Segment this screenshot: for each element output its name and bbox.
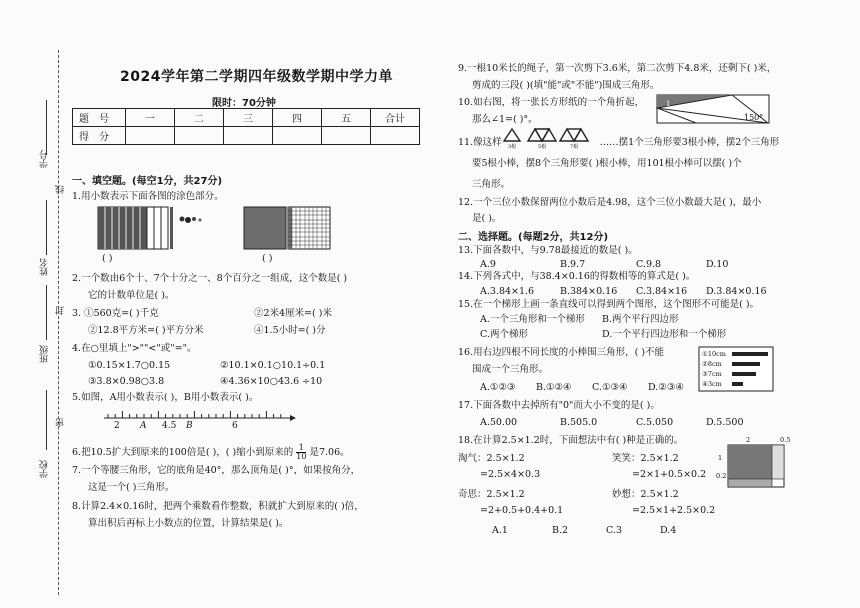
margin-label-xingming: 姓名: [40, 258, 50, 276]
question-4b: ②10.1×0.1○10.1÷0.1: [220, 360, 326, 371]
q13-option-c[interactable]: C.9.8: [636, 259, 662, 270]
fraction-denominator: 10: [296, 452, 307, 461]
q18-option-c[interactable]: C.3: [606, 525, 622, 536]
margin-mark-mi: 密: [56, 418, 66, 427]
q15-option-c[interactable]: C.两个梯形: [480, 329, 528, 340]
stick-label-4: ④3cm: [702, 380, 722, 388]
q18-xiaoxiao-line1: 笑笑：2.5×1.2: [612, 453, 679, 464]
q1-answer-blank-1[interactable]: ( ): [102, 253, 113, 264]
q14-option-b[interactable]: B.384×0.16: [560, 286, 618, 297]
q14-option-c[interactable]: C.3.84×16: [636, 286, 688, 297]
question-3c: ②12.8平方米=( )平方分米: [88, 325, 204, 336]
time-limit: 限时：70分钟: [212, 98, 276, 109]
q18-miaoxiang-line1: 妙想：2.5×1.2: [612, 489, 679, 500]
table-cell: 四: [273, 109, 322, 127]
q18-fig-label-left-a: 1: [718, 454, 723, 462]
q5-number-line: [100, 408, 300, 436]
margin-rule: [46, 100, 47, 155]
score-input-cell[interactable]: [273, 127, 322, 145]
q18-fig-label-top-a: 2: [746, 436, 751, 444]
q13-option-d[interactable]: D.10: [706, 259, 729, 270]
q18-taoqi-line1: 淘气：2.5×1.2: [458, 453, 525, 464]
question-17: 17.下面各数中去掉所有"0"而大小不变的是( )。: [458, 400, 660, 411]
margin-rule: [46, 200, 47, 255]
question-12: 12.一个三位小数保留两位小数后是4.98，这个三位小数最大是( )，最小: [458, 197, 762, 208]
question-15: 15.在一个梯形上画一条直线可以得到两个图形，这个图形不可能是( )。: [458, 299, 760, 310]
question-9-line2: 剪成的三段( )(填"能"或"不能")围成三角形。: [472, 80, 660, 91]
q18-taoqi-line2: =2.5×4×0.3: [480, 469, 541, 480]
q6-text-pre: 6.把10.5扩大到原来的100倍是( )，( )缩小到原来的: [72, 447, 294, 458]
stick-label-1: ①10cm: [702, 350, 726, 358]
question-16: 16.用右边四根不同长度的小棒围三角形，( )不能: [458, 347, 665, 358]
q18-fig-label-top-b: 0.5: [780, 436, 791, 444]
question-4d: ④4.36×10○43.6 ÷10: [220, 376, 323, 387]
score-input-cell[interactable]: [322, 127, 371, 145]
question-4a: ①0.15×1.7○0.15: [88, 360, 171, 371]
q1-answer-blank-2[interactable]: ( ): [262, 253, 273, 264]
question-8: 8.计算2.4×0.16时，把两个乘数看作整数，积就扩大到原来的( )倍，: [72, 501, 364, 512]
table-cell: 二: [175, 109, 224, 127]
figure-caption: 7根: [570, 144, 579, 150]
dashed-binding-line: [58, 50, 59, 595]
q14-option-d[interactable]: D.3.84×0.16: [706, 286, 767, 297]
number-line-label-a: A: [140, 421, 147, 431]
q10-angle-label: 150°: [744, 113, 764, 122]
q15-option-a[interactable]: A.一个三角形和一个梯形: [480, 314, 585, 325]
q18-qisi-line2: =2+0.5+0.4+0.1: [480, 505, 564, 516]
q18-fig-label-left-b: 0.2: [716, 472, 727, 480]
question-10-line2: 那么∠1=( )°。: [472, 114, 538, 125]
q17-option-b[interactable]: B.505.0: [560, 417, 598, 428]
q1-figures: [96, 205, 366, 253]
question-14: 14.下列各式中，与38.4×0.16的得数相等的算式是( )。: [458, 271, 696, 282]
question-2: 2.一个数由6个十、7个十分之一、8个百分之一组成，这个数是( ): [72, 273, 348, 284]
number-line-label: 2: [114, 421, 120, 431]
margin-label-xuexiao: 学校: [40, 460, 50, 478]
stick-label-2: ②8cm: [702, 360, 722, 368]
figure-caption: 5根: [538, 144, 547, 150]
q11-text-pre: 11.像这样: [458, 137, 502, 148]
q14-option-a[interactable]: A.3.84×1.6: [480, 286, 535, 297]
grid-figure: [244, 207, 330, 249]
q15-option-b[interactable]: B.两个平行四边形: [602, 314, 679, 325]
strip-figure: [98, 207, 173, 249]
q18-option-d[interactable]: D.4: [660, 525, 677, 536]
q16-option-a[interactable]: A.①②③: [480, 382, 516, 393]
number-line-label: 6: [232, 421, 238, 431]
q13-option-a[interactable]: A.9: [480, 259, 496, 270]
table-cell: 三: [224, 109, 273, 127]
stick-label-3: ③7cm: [702, 370, 722, 378]
number-line-label-b: B: [186, 421, 193, 431]
q18-miaoxiang-line2: =2.5×1+2.5×0.2: [632, 505, 716, 516]
q18-qisi-line1: 奇思：2.5×1.2: [458, 489, 525, 500]
score-table: [72, 108, 420, 145]
q11-triangle-figures: [502, 125, 594, 145]
table-cell: 五: [322, 109, 371, 127]
fraction-numerator: 1: [296, 444, 306, 453]
figure-caption: 3根: [508, 144, 517, 150]
question-3b: ②2米4厘米=( )米: [254, 308, 332, 319]
q16-option-c[interactable]: C.①③④: [592, 382, 628, 393]
question-7-line2: 这是一个( )三角形。: [88, 482, 175, 493]
q17-option-a[interactable]: A.50.00: [480, 417, 518, 428]
q18-xiaoxiao-line2: =2×1+0.5×0.2: [632, 469, 707, 480]
q15-option-d[interactable]: D.一个平行四边形和一个梯形: [602, 329, 727, 340]
svg-text:1: 1: [666, 100, 671, 108]
question-11-line3: 三角形。: [472, 179, 511, 190]
question-2-line2: 它的计数单位是( )。: [88, 290, 175, 301]
question-1: 1.用小数表示下面各图的涂色部分。: [72, 191, 224, 202]
table-row: [73, 127, 420, 145]
q6-text-post: 是7.06。: [309, 447, 350, 458]
q16-option-b[interactable]: B.①②④: [536, 382, 572, 393]
score-input-cell[interactable]: [126, 127, 175, 145]
section2-title: 二、选择题。(每题2分，共12分): [458, 232, 609, 243]
question-4c: ③3.8×0.98○3.8: [88, 376, 165, 387]
question-16-line2: 围成一个三角形。: [472, 364, 549, 375]
question-13: 13.下面各数中，与9.78最接近的数是( )。: [458, 245, 638, 256]
table-row: [73, 109, 420, 127]
question-11-line2: 要5根小棒，摆8个三角形要( )根小棒，用101根小棒可以摆( )个: [472, 158, 742, 169]
score-input-cell[interactable]: [371, 127, 420, 145]
margin-label-banji: 班级: [40, 345, 50, 363]
question-4: 4.在○里填上">""<"或"="。: [72, 343, 197, 354]
q18-area-figure: [726, 443, 794, 489]
q13-option-b[interactable]: B.9.7: [560, 259, 586, 270]
table-cell: 一: [126, 109, 175, 127]
question-7: 7.一个等腰三角形，它的底角是40°，那么顶角是( )°，如果按角分，: [72, 465, 361, 476]
question-12-line2: 是( )。: [472, 213, 502, 224]
question-8-line2: 算出积后再标上小数点的位置，计算结果是( )。: [88, 518, 289, 529]
table-cell: 合计: [371, 109, 420, 127]
question-18: 18.在计算2.5×1.2时，下面想法中有( )种是正确的。: [458, 435, 684, 446]
margin-rule: [46, 390, 47, 450]
section1-title: 一、填空题。(每空1分，共27分): [72, 176, 223, 187]
page-title: 2024学年第二学期四年级数学期中学力单: [120, 69, 393, 85]
margin-rule: [46, 285, 47, 340]
margin-label-xuehao: 学号: [40, 150, 50, 168]
score-input-cell[interactable]: [175, 127, 224, 145]
q17-option-c[interactable]: C.5.050: [636, 417, 674, 428]
question-5: 5.如图，A用小数表示( )，B用小数表示( )。: [72, 392, 259, 403]
margin-mark-xian: 线: [56, 185, 66, 194]
margin-mark-feng: 封: [56, 306, 66, 315]
fraction: [296, 444, 306, 461]
q11-text-post: ……摆1个三角形要3根小棒，摆2个三角形: [599, 137, 780, 148]
q18-option-b[interactable]: B.2: [552, 525, 569, 536]
question-10: 10.如右图，将一张长方形纸的一个角折起，: [458, 97, 645, 108]
score-input-cell[interactable]: [224, 127, 273, 145]
smudge-mark: [180, 217, 202, 224]
question-9: 9.一根10米长的绳子，第一次剪下3.6米，第二次剪下4.8米，还剩下( )米，: [458, 63, 777, 74]
question-6: [72, 444, 350, 461]
question-3d: ④1.5小时=( )分: [254, 325, 326, 336]
q17-option-d[interactable]: D.5.500: [706, 417, 744, 428]
q16-option-d[interactable]: D.②③④: [648, 382, 684, 393]
q18-option-a[interactable]: A.1: [492, 525, 508, 536]
question-3a: 3. ①560克=( )千克: [72, 308, 159, 319]
table-cell: 题号: [73, 109, 126, 127]
number-line-label: 4.5: [162, 421, 177, 431]
table-cell: 得分: [73, 127, 126, 145]
